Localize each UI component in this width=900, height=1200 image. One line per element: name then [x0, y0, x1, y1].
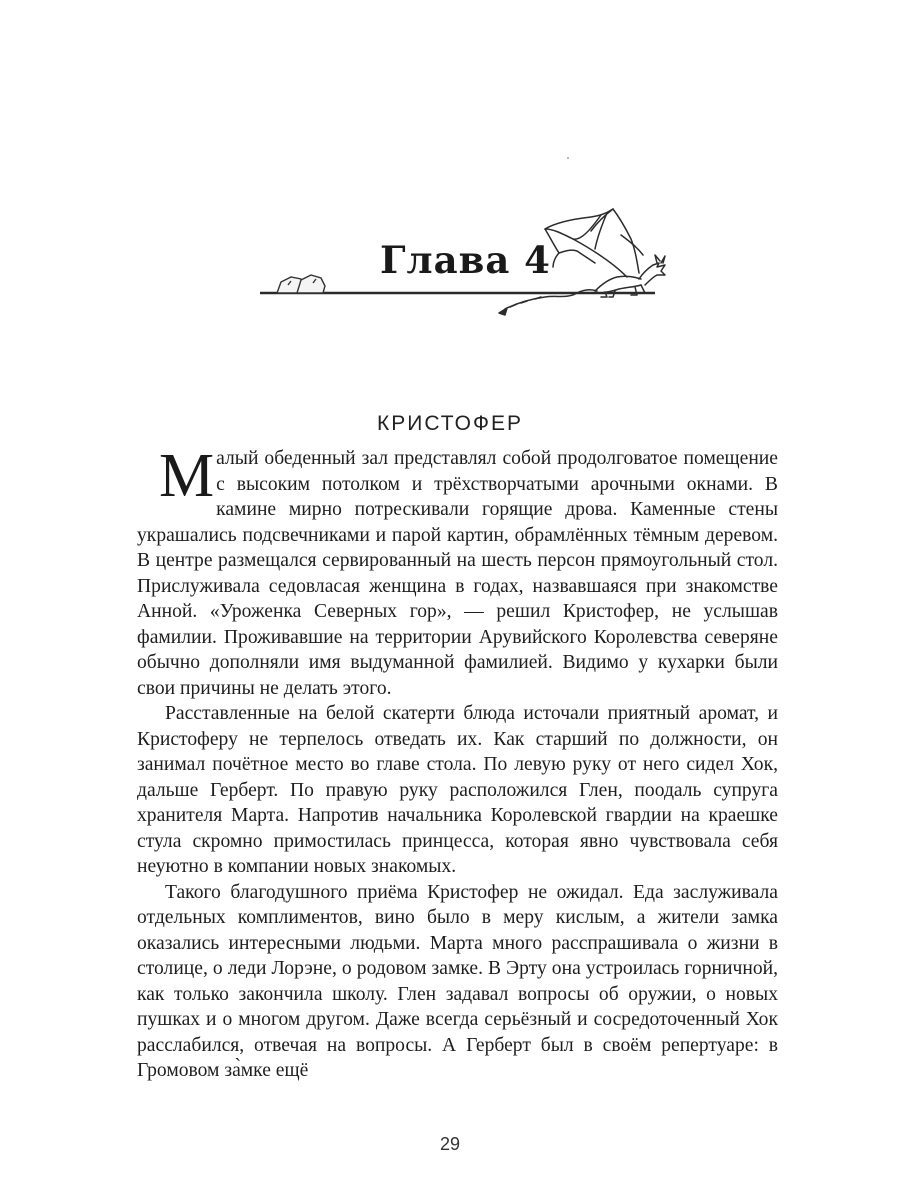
chapter-title: Глава 4 [380, 238, 551, 282]
printing-speck [567, 157, 569, 159]
paragraph-3: Такого благодушного приёма Кристофер не ожидал. Еда заслуживала отдельных комплиментов, вино было в меру кислым, а жители замка оказались интересными людьми. Марта много расспрашивала о жизни в столице, о леди Лорэне, о родовом замке. В Эрту она устроилась горничной, как только закончила школу. Глен задавал вопросы об оружии, о новых пушках и о многом другом. Даже всегда серьёзный и сосредоточенный Хок расслабился, отвечая на вопросы. А Герберт был в своём репертуаре: в Громовом за̀мке ещё [137, 881, 778, 1081]
paragraph-1-text: алый обеденный зал представлял собой продолговатое помещение с высоким потолком и трёхстворчатыми арочными окнами. В камине мирно потрескивали горящие дрова. Каменные стены украшались подсвечниками и парой картин, обрамлённых тёмным деревом. В центре размещался сервированный на шесть персон прямоугольный стол. Прислуживала седовласая женщина в годах, назвавшаяся при знакомстве Анной. «Уроженка Северных гор», — решил Кристофер, не услышав фамилии. Проживавшие на территории Арувийского Королевства северяне обычно дополняли имя выдуманной фамилией. Видимо у кухарки были свои причины не делать этого. [137, 448, 778, 699]
paragraph-2: Расставленные на белой скатерти блюда источали приятный аромат, и Кристоферу не терпелось отведать их. Как старший по должности, он занимал почётное место во главе стола. По левую руку от него сидел Хок, дальше Герберт. По правую руку расположился Глен, поодаль супруга хранителя Марта. Напротив начальника Королевской гвардии на краешке стула скромно примостилась принцесса, которая явно чувствовала себя неуютно в компании новых знакомых. [137, 703, 778, 877]
section-title: КРИСТОФЕР [377, 412, 523, 435]
paragraph-1 [137, 442, 778, 701]
rocks-icon [277, 275, 325, 293]
page-number: 29 [439, 1134, 461, 1154]
drop-cap: М [159, 442, 215, 510]
chapter-body [137, 442, 778, 1084]
